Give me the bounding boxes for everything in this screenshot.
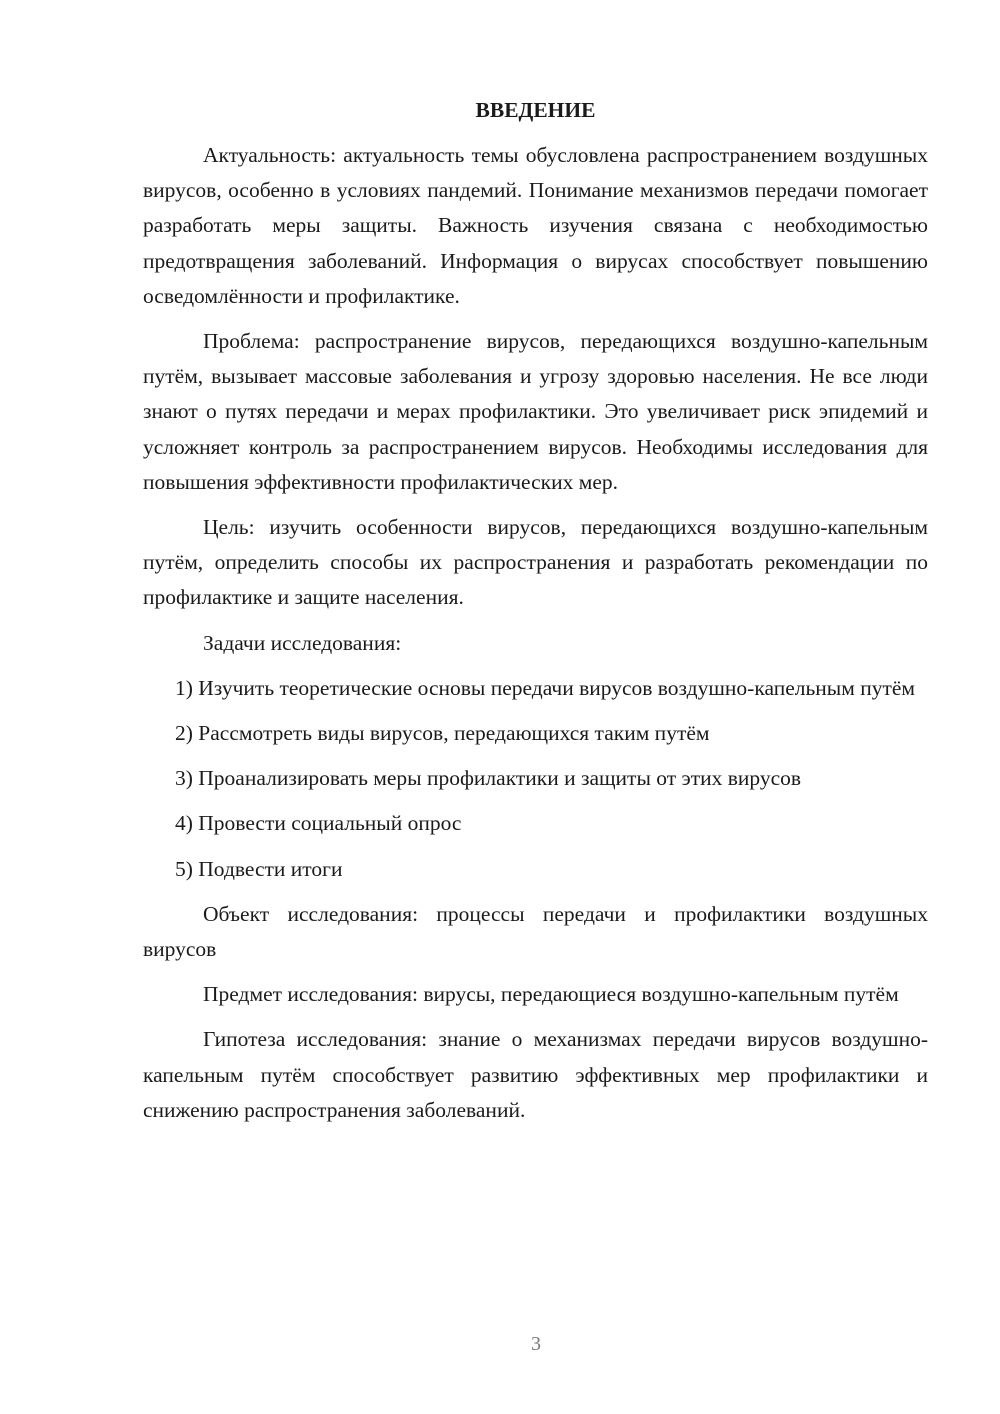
object-paragraph: Объект исследования: процессы передачи и профилактики воздушных вирусов — [143, 901, 928, 962]
list-item: 4) Провести социальный опрос — [175, 811, 462, 836]
page-title: ВВЕДЕНИЕ — [475, 98, 596, 122]
hypothesis-paragraph: Гипотеза исследования: знание о механизмах передачи вирусов воздушно-капельным путём способствует развитию эффективных мер профилактики и снижению распространения заболеваний. — [143, 1027, 928, 1122]
list-item: 1) Изучить теоретические основы передачи вирусов воздушно-капельным путём — [175, 675, 916, 700]
list-item: 5) Подвести итоги — [175, 856, 343, 881]
list-item: 3) Проанализировать меры профилактики и защиты от этих вирусов — [175, 766, 802, 791]
relevance-paragraph: Актуальность: актуальность темы обусловлена распространением воздушных вирусов, особенно в условиях пандемий. Понимание механизмов передачи помогает разработать меры защиты. Важность изучения связана с необходимостью предотвращения заболеваний. Информация о вирусах способствует повышению осведомлённости и профилактике. — [143, 143, 928, 308]
tasks-heading: Задачи исследования: — [203, 630, 402, 655]
page-number: 3 — [531, 1333, 541, 1355]
list-item: 2) Рассмотреть виды вирусов, передающихся таким путём — [175, 721, 710, 746]
goal-paragraph: Цель: изучить особенности вирусов, передающихся воздушно-капельным путём, определить способы их распространения и разработать рекомендации по профилактике и защите населения. — [143, 515, 928, 610]
document-page — [143, 93, 928, 1138]
tasks-list — [143, 671, 928, 887]
problem-paragraph: Проблема: распространение вирусов, передающихся воздушно-капельным путём, вызывает массовые заболевания и угрозу здоровью населения. Не все люди знают о путях передачи и мерах профилактики. Это увеличивает риск эпидемий и усложняет контроль за распространением вирусов. Необходимы исследования для повышения эффективности профилактических мер. — [143, 329, 928, 494]
subject-paragraph: Предмет исследования: вирусы, передающиеся воздушно-капельным путём — [203, 982, 899, 1007]
